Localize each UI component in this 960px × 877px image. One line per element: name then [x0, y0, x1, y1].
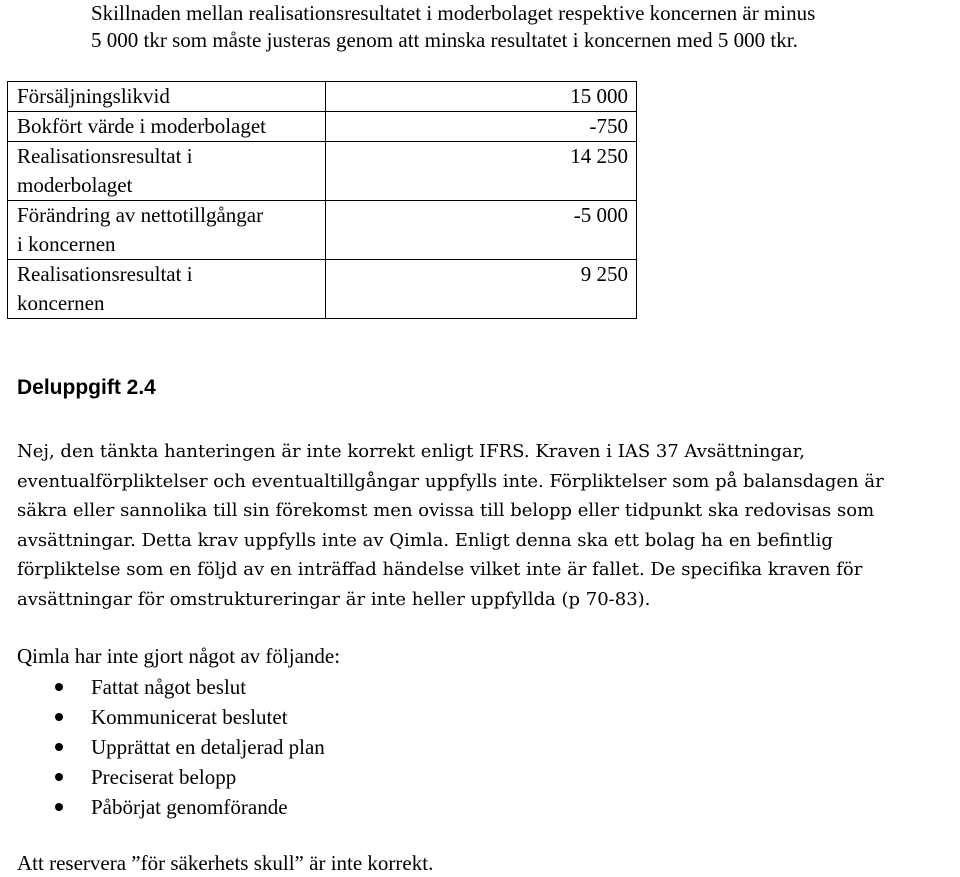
list-item-text: Upprättat en detaljerad plan [91, 735, 325, 759]
list-item [0, 792, 325, 822]
list-lead: Qimla har inte gjort något av följande: [17, 644, 341, 668]
row-label-line: Förändring av nettotillgångar [17, 203, 264, 227]
paragraph-line: säkra eller sannolika till sin förekomst men ovissa till belopp eller tidpunkt ska redovisas som [17, 500, 875, 521]
section-heading: Deluppgift 2.4 [17, 376, 156, 399]
row-label [8, 260, 326, 319]
list-item [0, 732, 325, 762]
list-item-text: Fattat något beslut [91, 675, 247, 699]
row-label [8, 142, 326, 201]
table-row [8, 260, 637, 319]
row-label-line: Realisationsresultat i [17, 144, 193, 168]
row-value: 14 250 [326, 142, 637, 201]
row-value: 9 250 [326, 260, 637, 319]
calculation-table [7, 81, 637, 319]
bullet-icon [55, 713, 63, 721]
list-item [0, 672, 325, 702]
table-row [8, 82, 637, 112]
row-label-line: moderbolaget [17, 173, 133, 197]
paragraph-line: förpliktelse som en följd av en inträffad händelse vilket inte är fallet. De specifika kraven för [17, 559, 863, 580]
bullet-icon [55, 743, 63, 751]
table-row [8, 112, 637, 142]
list-item [0, 702, 325, 732]
paragraph-line: eventualförpliktelser och eventualtillgångar uppfylls inte. Förpliktelser som på balansdagen är [17, 470, 884, 492]
row-label-line: Bokfört värde i moderbolaget [17, 114, 267, 138]
paragraph-line: avsättningar. Detta krav uppfylls inte av Qimla. Enligt denna ska ett bolag ha en befintlig [17, 529, 833, 551]
list-item-text: Kommunicerat beslutet [91, 705, 288, 729]
row-label [8, 112, 326, 142]
table-row [8, 201, 637, 260]
list-item-text: Påbörjat genomförande [91, 795, 288, 819]
bullet-list [0, 672, 325, 822]
list-item-text: Preciserat belopp [91, 765, 237, 789]
row-label-line: koncernen [17, 291, 105, 315]
row-value: -5 000 [326, 201, 637, 260]
table-row [8, 142, 637, 201]
row-label-line: Realisationsresultat i [17, 262, 193, 286]
answer-paragraph [17, 437, 957, 614]
row-label [8, 82, 326, 112]
intro-line: 5 000 tkr som måste justeras genom att minska resultatet i koncernen med 5 000 tkr. [91, 28, 798, 52]
intro-line: Skillnaden mellan realisationsresultatet i moderbolaget respektive koncernen är minus [91, 1, 816, 25]
row-value: 15 000 [326, 82, 637, 112]
paragraph-line: avsättningar för omstruktureringar är inte heller uppfyllda (p 70-83). [17, 588, 651, 610]
row-label [8, 201, 326, 260]
bullet-icon [55, 773, 63, 781]
row-label-line: Försäljningslikvid [17, 84, 170, 108]
row-value: -750 [326, 112, 637, 142]
conclusion-text: Att reservera ”för säkerhets skull” är inte korrekt. [17, 851, 434, 875]
row-label-line: i koncernen [17, 232, 116, 256]
list-item [0, 762, 325, 792]
intro-paragraph [91, 0, 951, 54]
paragraph-line: Nej, den tänkta hanteringen är inte korrekt enligt IFRS. Kraven i IAS 37 Avsättningar, [17, 441, 805, 462]
bullet-icon [55, 683, 63, 691]
bullet-icon [55, 803, 63, 811]
